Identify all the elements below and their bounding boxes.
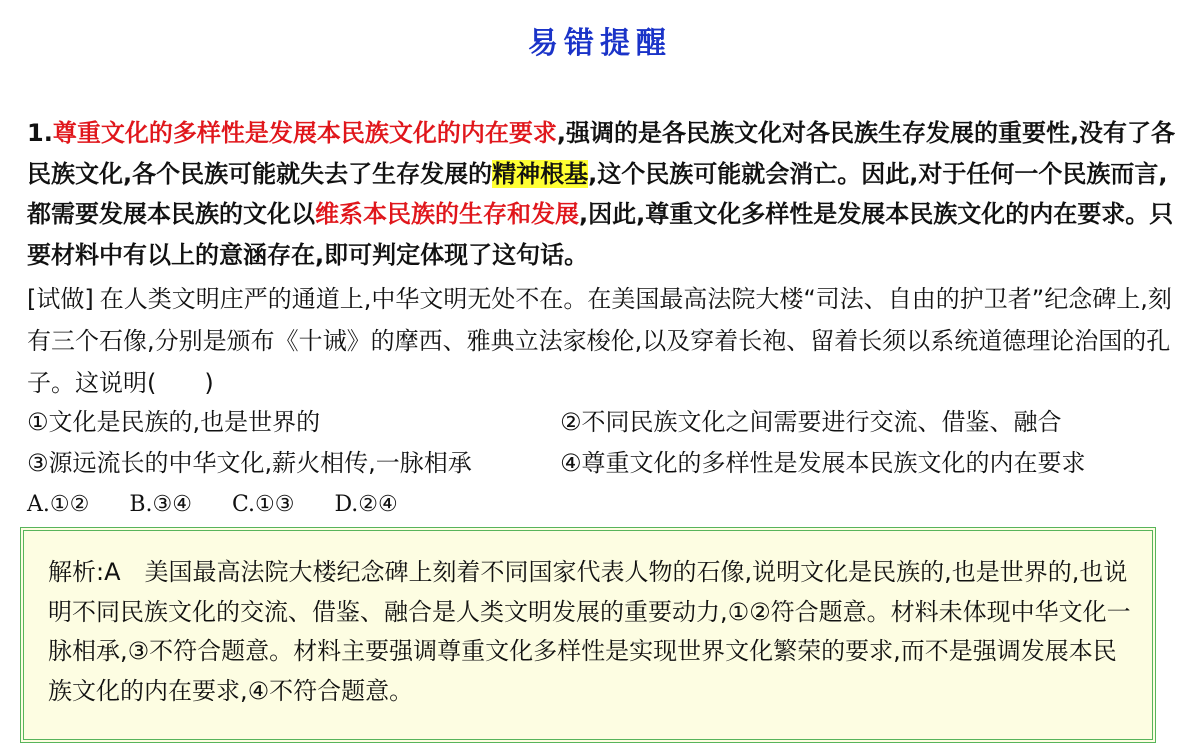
point-key-statement: 尊重文化的多样性是发展本民族文化的内在要求: [52, 119, 557, 147]
knowledge-point: [27, 113, 1177, 275]
point-text-2: ,这个民族可能就会消亡。因此,对于任何一个民族而言,都需要发展本民族的文化以: [27, 159, 1168, 228]
option-4: ④尊重文化的多样性是发展本民族文化的内在要求: [560, 449, 1086, 477]
point-key-phrase: 维系本民族的生存和发展: [315, 200, 579, 228]
choice-d: D.②④: [334, 492, 398, 517]
answer-choices: [27, 485, 438, 525]
point-text-1: ,强调的是各民族文化对各民族生存发展的重要性,没有了各民族文化,各个民族可能就失去了生存发展的: [27, 119, 1176, 188]
choice-b: B.③④: [129, 492, 192, 517]
practice-question: [27, 278, 1177, 404]
point-highlight: 精神根基: [492, 159, 589, 188]
practice-tag: [试做]: [27, 285, 94, 313]
analysis-text: 解析:A 美国最高法院大楼纪念碑上刻着不同国家代表人物的石像,说明文化是民族的,也是世界的,也说明不同民族文化的交流、借鉴、融合是人类文明发展的重要动力,①②符合题意。材料未体现中华文化一脉相承,③不符合题意。材料主要强调尊重文化多样性是实现世界文化繁荣的要求,而不是强调发展本民族文化的内在要求,④不符合题意。: [48, 558, 1131, 705]
point-text-3: ,因此,尊重文化多样性是发展本民族文化的内在要求。只要材料中有以上的意涵存在,即可判定体现了这句话。: [27, 200, 1174, 269]
page-title: 易错提醒: [528, 26, 672, 61]
option-1: ①文化是民族的,也是世界的: [27, 408, 321, 436]
option-row-2: [27, 443, 1177, 483]
practice-stem: 在人类文明庄严的通道上,中华文明无处不在。在美国最高法院大楼“司法、自由的护卫者”纪念碑上,刻有三个石像,分别是颁布《十诫》的摩西、雅典立法家梭伦,以及穿着长袍、留着长须以系统道德理论治国的孔子。这说明( ): [27, 285, 1172, 397]
analysis-box: [20, 527, 1156, 743]
choice-a: A.①②: [27, 492, 90, 517]
option-row-1: [27, 402, 1177, 442]
point-number: 1.: [27, 119, 53, 147]
option-2: ②不同民族文化之间需要进行交流、借鉴、融合: [560, 408, 1062, 436]
option-3: ③源远流长的中华文化,薪火相传,一脉相承: [27, 449, 472, 477]
choice-c: C.①③: [231, 492, 295, 517]
